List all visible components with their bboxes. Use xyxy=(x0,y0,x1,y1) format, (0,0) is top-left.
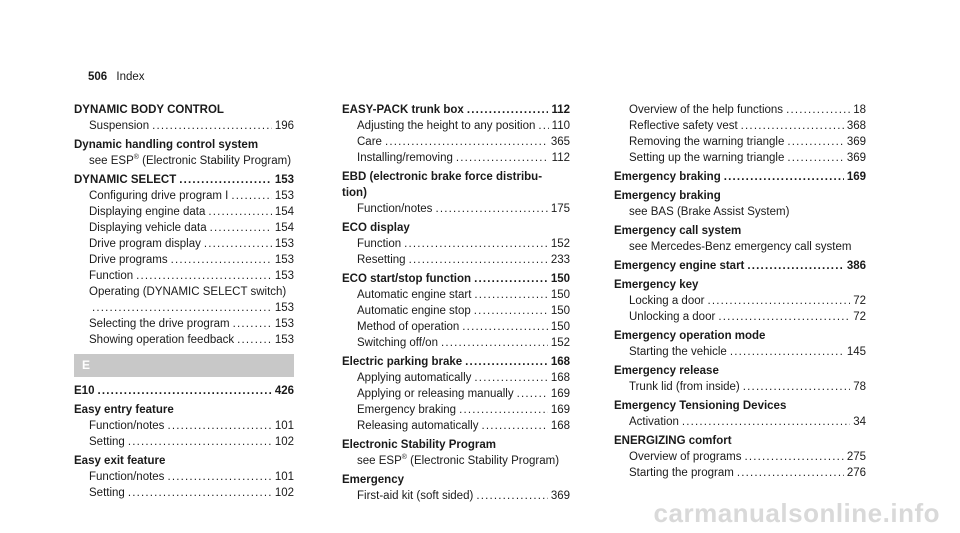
subentry-label: Setting up the warning triangle xyxy=(629,152,785,164)
see-text-rest: (Electronic Stability Program) xyxy=(406,455,560,467)
subentry xyxy=(614,449,866,465)
index-entry xyxy=(342,102,570,166)
index-heading: Emergency call system xyxy=(614,225,742,237)
subentry-label: Overview of programs xyxy=(629,451,742,463)
page-ref: 145 xyxy=(846,346,866,358)
subentry-label: Displaying vehicle data xyxy=(89,222,207,234)
index-heading xyxy=(74,172,294,188)
page-ref: 275 xyxy=(846,451,866,463)
index-group-d xyxy=(74,102,294,348)
dot-leader xyxy=(718,309,850,325)
dot-leader xyxy=(787,150,843,166)
page-ref: 168 xyxy=(550,372,570,384)
see-reference xyxy=(614,239,866,255)
dot-leader xyxy=(737,465,844,481)
page-ref: 153 xyxy=(274,334,294,346)
subentry-label: Care xyxy=(357,136,382,148)
index-column-1 xyxy=(74,102,294,504)
index-entry xyxy=(74,102,294,134)
subentry xyxy=(342,370,570,386)
page-header xyxy=(88,71,145,83)
subentry xyxy=(74,118,294,134)
subentry-label: Showing operation feedback xyxy=(89,334,235,346)
page-ref: 196 xyxy=(274,120,294,132)
index-heading: EBD (electronic brake force distribu- xyxy=(342,171,543,183)
dot-leader xyxy=(92,300,272,316)
subentry-label: Drive program display xyxy=(89,238,201,250)
subentry xyxy=(74,188,294,204)
subentry xyxy=(342,386,570,402)
subentry xyxy=(614,134,866,150)
dot-leader xyxy=(474,370,547,386)
letter-section-bar: E xyxy=(74,354,294,377)
index-heading: Emergency xyxy=(342,474,405,486)
index-column-2 xyxy=(342,102,570,507)
subentry xyxy=(74,316,294,332)
subentry-label: Suspension xyxy=(89,120,150,132)
dot-leader xyxy=(385,134,548,150)
dot-leader xyxy=(210,220,272,236)
dot-leader xyxy=(459,402,548,418)
dot-leader xyxy=(171,252,272,268)
subentry-label: Function/notes xyxy=(89,420,165,432)
page-ref: 150 xyxy=(550,289,570,301)
index-entry xyxy=(74,172,294,348)
subentry xyxy=(342,150,570,166)
subentry-label: First-aid kit (soft sided) xyxy=(357,490,474,502)
page-ref: 150 xyxy=(550,305,570,317)
subentry-label: Method of operation xyxy=(357,321,460,333)
index-entry xyxy=(614,102,866,166)
page-ref: 369 xyxy=(550,490,570,502)
dot-leader xyxy=(233,316,272,332)
index-heading: ECO display xyxy=(342,222,410,234)
see-text: see ESP xyxy=(357,455,402,467)
subentry xyxy=(342,488,570,504)
index-heading-label: DYNAMIC SELECT xyxy=(74,174,177,186)
page-ref: 150 xyxy=(550,273,570,285)
subentry-label: Function/notes xyxy=(89,471,165,483)
subentry-label: Emergency braking xyxy=(357,404,457,416)
watermark-logo: carmanualsonline.info xyxy=(653,498,940,528)
index-entry xyxy=(614,277,866,325)
subentry-label: Locking a door xyxy=(629,295,705,307)
subentry-label: Trunk lid (from inside) xyxy=(629,381,740,393)
index-heading-label: EASY-PACK trunk box xyxy=(342,104,464,116)
page-ref: 72 xyxy=(853,295,866,307)
subentry xyxy=(342,402,570,418)
page-ref: 168 xyxy=(550,356,570,368)
see-reference xyxy=(614,204,866,220)
dot-leader xyxy=(128,485,272,501)
subentry xyxy=(614,414,866,430)
page-ref: 150 xyxy=(550,321,570,333)
subentry xyxy=(74,418,294,434)
page-ref: 175 xyxy=(550,203,570,215)
page-ref: 169 xyxy=(550,404,570,416)
subentry xyxy=(74,204,294,220)
subentry xyxy=(614,379,866,395)
dot-leader xyxy=(741,118,844,134)
subentry xyxy=(342,252,570,268)
subentry xyxy=(74,434,294,450)
subentry-label: Installing/removing xyxy=(357,152,453,164)
page-ref: 153 xyxy=(274,254,294,266)
index-heading: Electronic Stability Program xyxy=(342,439,497,451)
dot-leader xyxy=(237,332,272,348)
page-ref: 368 xyxy=(846,120,866,132)
page-ref: 153 xyxy=(274,318,294,330)
dot-leader xyxy=(435,201,547,217)
page-ref: 152 xyxy=(550,337,570,349)
dot-leader xyxy=(208,204,271,220)
page-ref: 233 xyxy=(550,254,570,266)
index-entry xyxy=(614,328,866,360)
dot-leader xyxy=(179,172,272,188)
index-entry xyxy=(342,437,570,469)
subentry xyxy=(614,150,866,166)
subentry xyxy=(614,118,866,134)
subentry xyxy=(614,465,866,481)
dot-leader xyxy=(97,383,271,399)
subentry-label: Drive programs xyxy=(89,254,168,266)
page-ref: 154 xyxy=(274,222,294,234)
index-entry xyxy=(614,188,866,220)
page-ref: 276 xyxy=(846,467,866,479)
page-ref: 101 xyxy=(274,471,294,483)
dot-leader xyxy=(409,252,548,268)
dot-leader xyxy=(786,102,850,118)
subentry-text: Operating (DYNAMIC SELECT switch) xyxy=(89,286,287,298)
index-group-e xyxy=(74,383,294,501)
page-ref: 153 xyxy=(274,174,294,186)
index-entry xyxy=(614,433,866,481)
page-ref: 369 xyxy=(846,136,866,148)
index-heading-label: ECO start/stop function xyxy=(342,273,472,285)
page-ref: 72 xyxy=(853,311,866,323)
page-ref: 386 xyxy=(846,260,866,272)
index-entry xyxy=(74,453,294,501)
index-entry xyxy=(342,271,570,351)
subentry-label: Function xyxy=(89,270,134,282)
subentry-label: Selecting the drive program xyxy=(89,318,230,330)
subentry xyxy=(614,309,866,325)
dot-leader xyxy=(474,303,548,319)
dot-leader xyxy=(744,449,843,465)
subentry xyxy=(614,102,866,118)
subentry-label: Overview of the help functions xyxy=(629,104,784,116)
index-heading: Dynamic handling control system xyxy=(74,139,259,151)
index-heading-label: Emergency braking xyxy=(614,171,721,183)
subentry-label: Displaying engine data xyxy=(89,206,206,218)
index-column-3 xyxy=(614,102,866,484)
page-ref: 102 xyxy=(274,487,294,499)
index-heading: Emergency Tensioning Devices xyxy=(614,400,787,412)
index-heading: Easy exit feature xyxy=(74,455,166,467)
index-heading: Easy entry feature xyxy=(74,404,174,416)
dot-leader xyxy=(787,134,843,150)
dot-leader xyxy=(538,118,548,134)
index-heading: ENERGIZING comfort xyxy=(614,435,732,447)
dot-leader xyxy=(456,150,549,166)
dot-leader xyxy=(404,236,548,252)
dot-leader xyxy=(467,102,549,118)
subentry xyxy=(342,236,570,252)
subentry-label: Starting the vehicle xyxy=(629,346,727,358)
dot-leader xyxy=(231,188,271,204)
subentry-label: Automatic engine stop xyxy=(357,305,471,317)
index-entry xyxy=(342,220,570,268)
subentry xyxy=(342,118,570,134)
page-ref: 152 xyxy=(550,238,570,250)
subentry xyxy=(74,236,294,252)
index-entry xyxy=(614,258,866,274)
see-text: see BAS (Brake Assist System) xyxy=(629,206,790,218)
see-reference xyxy=(342,453,570,469)
subentry-label: Adjusting the height to any position xyxy=(357,120,536,132)
dot-leader xyxy=(441,335,548,351)
subentry-label: Function xyxy=(357,238,402,250)
subentry-label: Function/notes xyxy=(357,203,433,215)
dot-leader xyxy=(474,287,547,303)
subentry-label: Applying automatically xyxy=(357,372,472,384)
subentry xyxy=(614,344,866,360)
page-ref: 154 xyxy=(274,206,294,218)
subentry-label: Removing the warning triangle xyxy=(629,136,785,148)
index-entry xyxy=(614,398,866,430)
subentry xyxy=(342,134,570,150)
see-text-rest: (Electronic Stability Program) xyxy=(138,155,292,167)
index-heading: Emergency key xyxy=(614,279,699,291)
index-entry xyxy=(342,354,570,434)
subentry xyxy=(342,418,570,434)
subentry xyxy=(74,252,294,268)
index-heading-label: E10 xyxy=(74,385,95,397)
subentry xyxy=(614,293,866,309)
index-heading: Emergency braking xyxy=(614,190,721,202)
index-heading: Emergency release xyxy=(614,365,719,377)
page-number: 506 xyxy=(88,71,108,83)
subentry xyxy=(342,335,570,351)
page-ref: 34 xyxy=(853,416,866,428)
page-ref: 168 xyxy=(550,420,570,432)
dot-leader xyxy=(481,418,547,434)
index-entry xyxy=(614,363,866,395)
dot-leader xyxy=(462,319,548,335)
index-entry xyxy=(614,169,866,185)
subentry-label: Starting the program xyxy=(629,467,734,479)
see-text: see Mercedes-Benz emergency call system xyxy=(629,241,852,253)
index-heading-label: Electric parking brake xyxy=(342,356,463,368)
index-heading-cont: tion) xyxy=(342,187,367,199)
page-ref: 112 xyxy=(551,152,570,164)
page-ref: 110 xyxy=(551,120,570,132)
index-entry xyxy=(342,472,570,504)
subentry xyxy=(342,287,570,303)
subentry xyxy=(74,332,294,348)
see-reference xyxy=(74,153,294,169)
page-ref: 426 xyxy=(274,385,294,397)
dot-leader xyxy=(465,354,548,370)
subentry xyxy=(74,268,294,284)
subentry xyxy=(74,220,294,236)
page-ref: 102 xyxy=(274,436,294,448)
registered-mark: ® xyxy=(133,154,139,162)
index-heading xyxy=(614,258,866,274)
dot-leader xyxy=(682,414,850,430)
subentry-label: Releasing automatically xyxy=(357,420,479,432)
subentry-label: Applying or releasing manually xyxy=(357,388,514,400)
page-ref: 112 xyxy=(551,104,570,116)
index-heading: Emergency operation mode xyxy=(614,330,766,342)
index-heading xyxy=(614,169,866,185)
subentry xyxy=(342,303,570,319)
subentry-label: Activation xyxy=(629,416,679,428)
dot-leader xyxy=(152,118,272,134)
registered-mark: ® xyxy=(401,454,407,462)
page-ref: 78 xyxy=(853,381,866,393)
subentry xyxy=(74,469,294,485)
page-ref: 169 xyxy=(550,388,570,400)
dot-leader xyxy=(474,271,548,287)
index-heading xyxy=(74,383,294,399)
index-heading xyxy=(342,271,570,287)
dot-leader xyxy=(747,258,843,274)
dot-leader xyxy=(730,344,844,360)
subentry-label: Setting xyxy=(89,487,125,499)
dot-leader xyxy=(128,434,272,450)
dot-leader xyxy=(136,268,272,284)
index-heading xyxy=(342,102,570,118)
index-entry xyxy=(74,137,294,169)
index-entry xyxy=(74,383,294,399)
subentry-label: Resetting xyxy=(357,254,406,266)
dot-leader xyxy=(707,293,850,309)
index-heading-label: Emergency engine start xyxy=(614,260,745,272)
index-entry xyxy=(614,223,866,255)
index-heading xyxy=(342,354,570,370)
dot-leader xyxy=(167,418,271,434)
dot-leader xyxy=(204,236,272,252)
subentry xyxy=(342,319,570,335)
page-ref: 169 xyxy=(846,171,866,183)
subentry-label: Automatic engine start xyxy=(357,289,472,301)
page-title: Index xyxy=(116,71,145,83)
page-ref: 153 xyxy=(274,270,294,282)
index-entry xyxy=(74,402,294,450)
page-ref: 101 xyxy=(274,420,294,432)
see-text: see ESP xyxy=(89,155,134,167)
dot-leader xyxy=(517,386,548,402)
index-entry xyxy=(342,169,570,217)
subentry-label: Switching off/on xyxy=(357,337,438,349)
dot-leader xyxy=(167,469,271,485)
page-ref: 18 xyxy=(853,104,866,116)
dot-leader xyxy=(724,169,844,185)
index-heading: DYNAMIC BODY CONTROL xyxy=(74,104,224,116)
subentry xyxy=(342,201,570,217)
subentry-label: Unlocking a door xyxy=(629,311,716,323)
dot-leader xyxy=(476,488,548,504)
page-ref: 153 xyxy=(274,190,294,202)
subentry xyxy=(74,485,294,501)
dot-leader xyxy=(743,379,850,395)
page-ref: 365 xyxy=(550,136,570,148)
subentry-label: Setting xyxy=(89,436,125,448)
page-ref: 369 xyxy=(846,152,866,164)
subentry xyxy=(74,300,294,316)
subentry-label: Configuring drive program I xyxy=(89,190,229,202)
page-ref: 153 xyxy=(274,238,294,250)
subentry-label: Reflective safety vest xyxy=(629,120,738,132)
page-ref: 153 xyxy=(274,302,294,314)
